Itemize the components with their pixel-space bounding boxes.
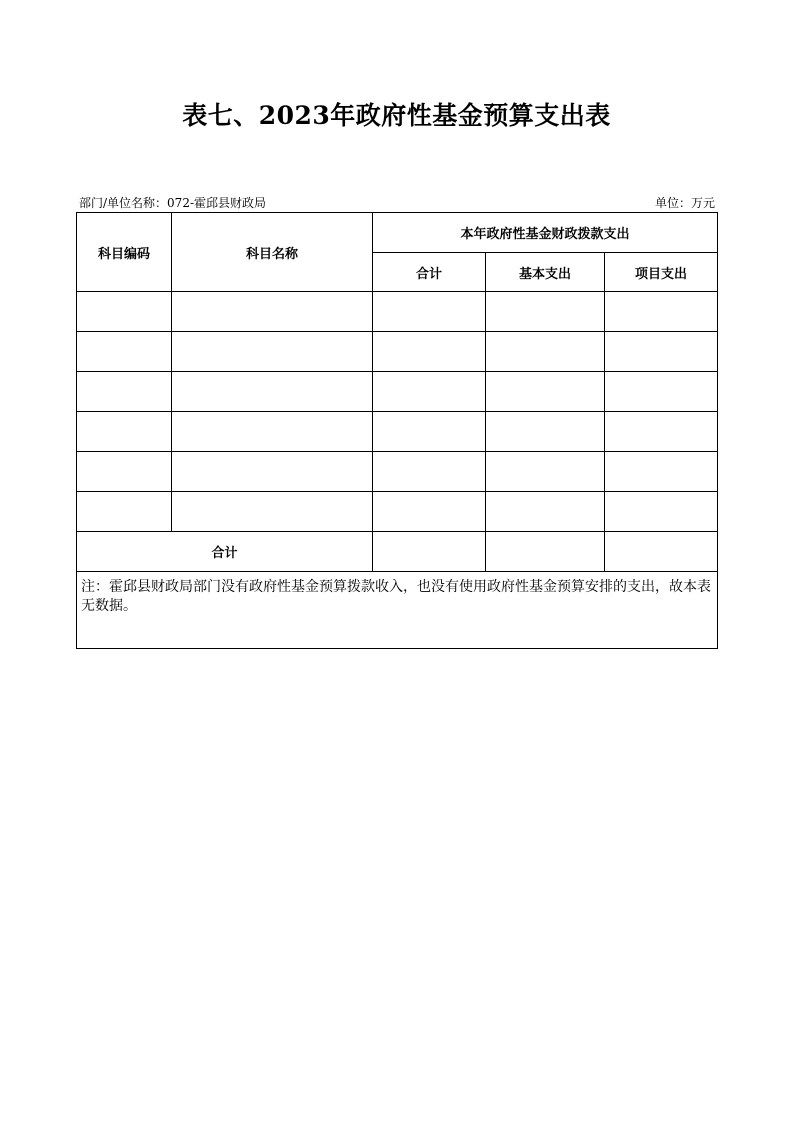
cell-total: [373, 412, 486, 452]
cell-total: [373, 372, 486, 412]
total-cell-project: [605, 532, 718, 572]
cell-name: [172, 412, 373, 452]
cell-project: [605, 412, 718, 452]
unit-label: 单位：万元: [654, 196, 715, 210]
budget-table: [76, 212, 718, 649]
header-subject-code: 科目编码: [77, 213, 172, 292]
header-row-1: [77, 213, 718, 253]
cell-name: [172, 452, 373, 492]
cell-name: [172, 492, 373, 532]
cell-basic: [486, 332, 605, 372]
header-project-expenditure: 项目支出: [605, 253, 718, 292]
table-row: [77, 492, 718, 532]
note-row: [77, 572, 718, 649]
cell-total: [373, 452, 486, 492]
page-title: 表七、2023年政府性基金预算支出表: [182, 101, 611, 130]
total-cell-total: [373, 532, 486, 572]
cell-total: [373, 292, 486, 332]
cell-basic: [486, 372, 605, 412]
total-row: [77, 532, 718, 572]
cell-code: [77, 292, 172, 332]
note-text: 注：霍邱县财政局部门没有政府性基金预算拨款收入，也没有使用政府性基金预算安排的支出，故本表无数据。: [77, 572, 718, 649]
cell-basic: [486, 292, 605, 332]
cell-project: [605, 452, 718, 492]
cell-basic: [486, 492, 605, 532]
table-row: [77, 452, 718, 492]
cell-name: [172, 332, 373, 372]
cell-name: [172, 372, 373, 412]
header-basic-expenditure: 基本支出: [486, 253, 605, 292]
header-fund-expenditure: 本年政府性基金财政拨款支出: [373, 213, 718, 253]
table-row: [77, 412, 718, 452]
cell-project: [605, 492, 718, 532]
cell-project: [605, 332, 718, 372]
cell-total: [373, 492, 486, 532]
cell-code: [77, 332, 172, 372]
cell-code: [77, 372, 172, 412]
header-subject-name: 科目名称: [172, 213, 373, 292]
table-row: [77, 332, 718, 372]
department-label: 部门/单位名称：072-霍邱县财政局: [79, 196, 267, 210]
cell-project: [605, 372, 718, 412]
cell-basic: [486, 412, 605, 452]
cell-total: [373, 332, 486, 372]
total-cell-basic: [486, 532, 605, 572]
cell-code: [77, 452, 172, 492]
cell-code: [77, 492, 172, 532]
cell-project: [605, 292, 718, 332]
header-total: 合计: [373, 253, 486, 292]
total-label: 合计: [77, 532, 373, 572]
cell-basic: [486, 452, 605, 492]
table-row: [77, 292, 718, 332]
cell-name: [172, 292, 373, 332]
cell-code: [77, 412, 172, 452]
table-row: [77, 372, 718, 412]
